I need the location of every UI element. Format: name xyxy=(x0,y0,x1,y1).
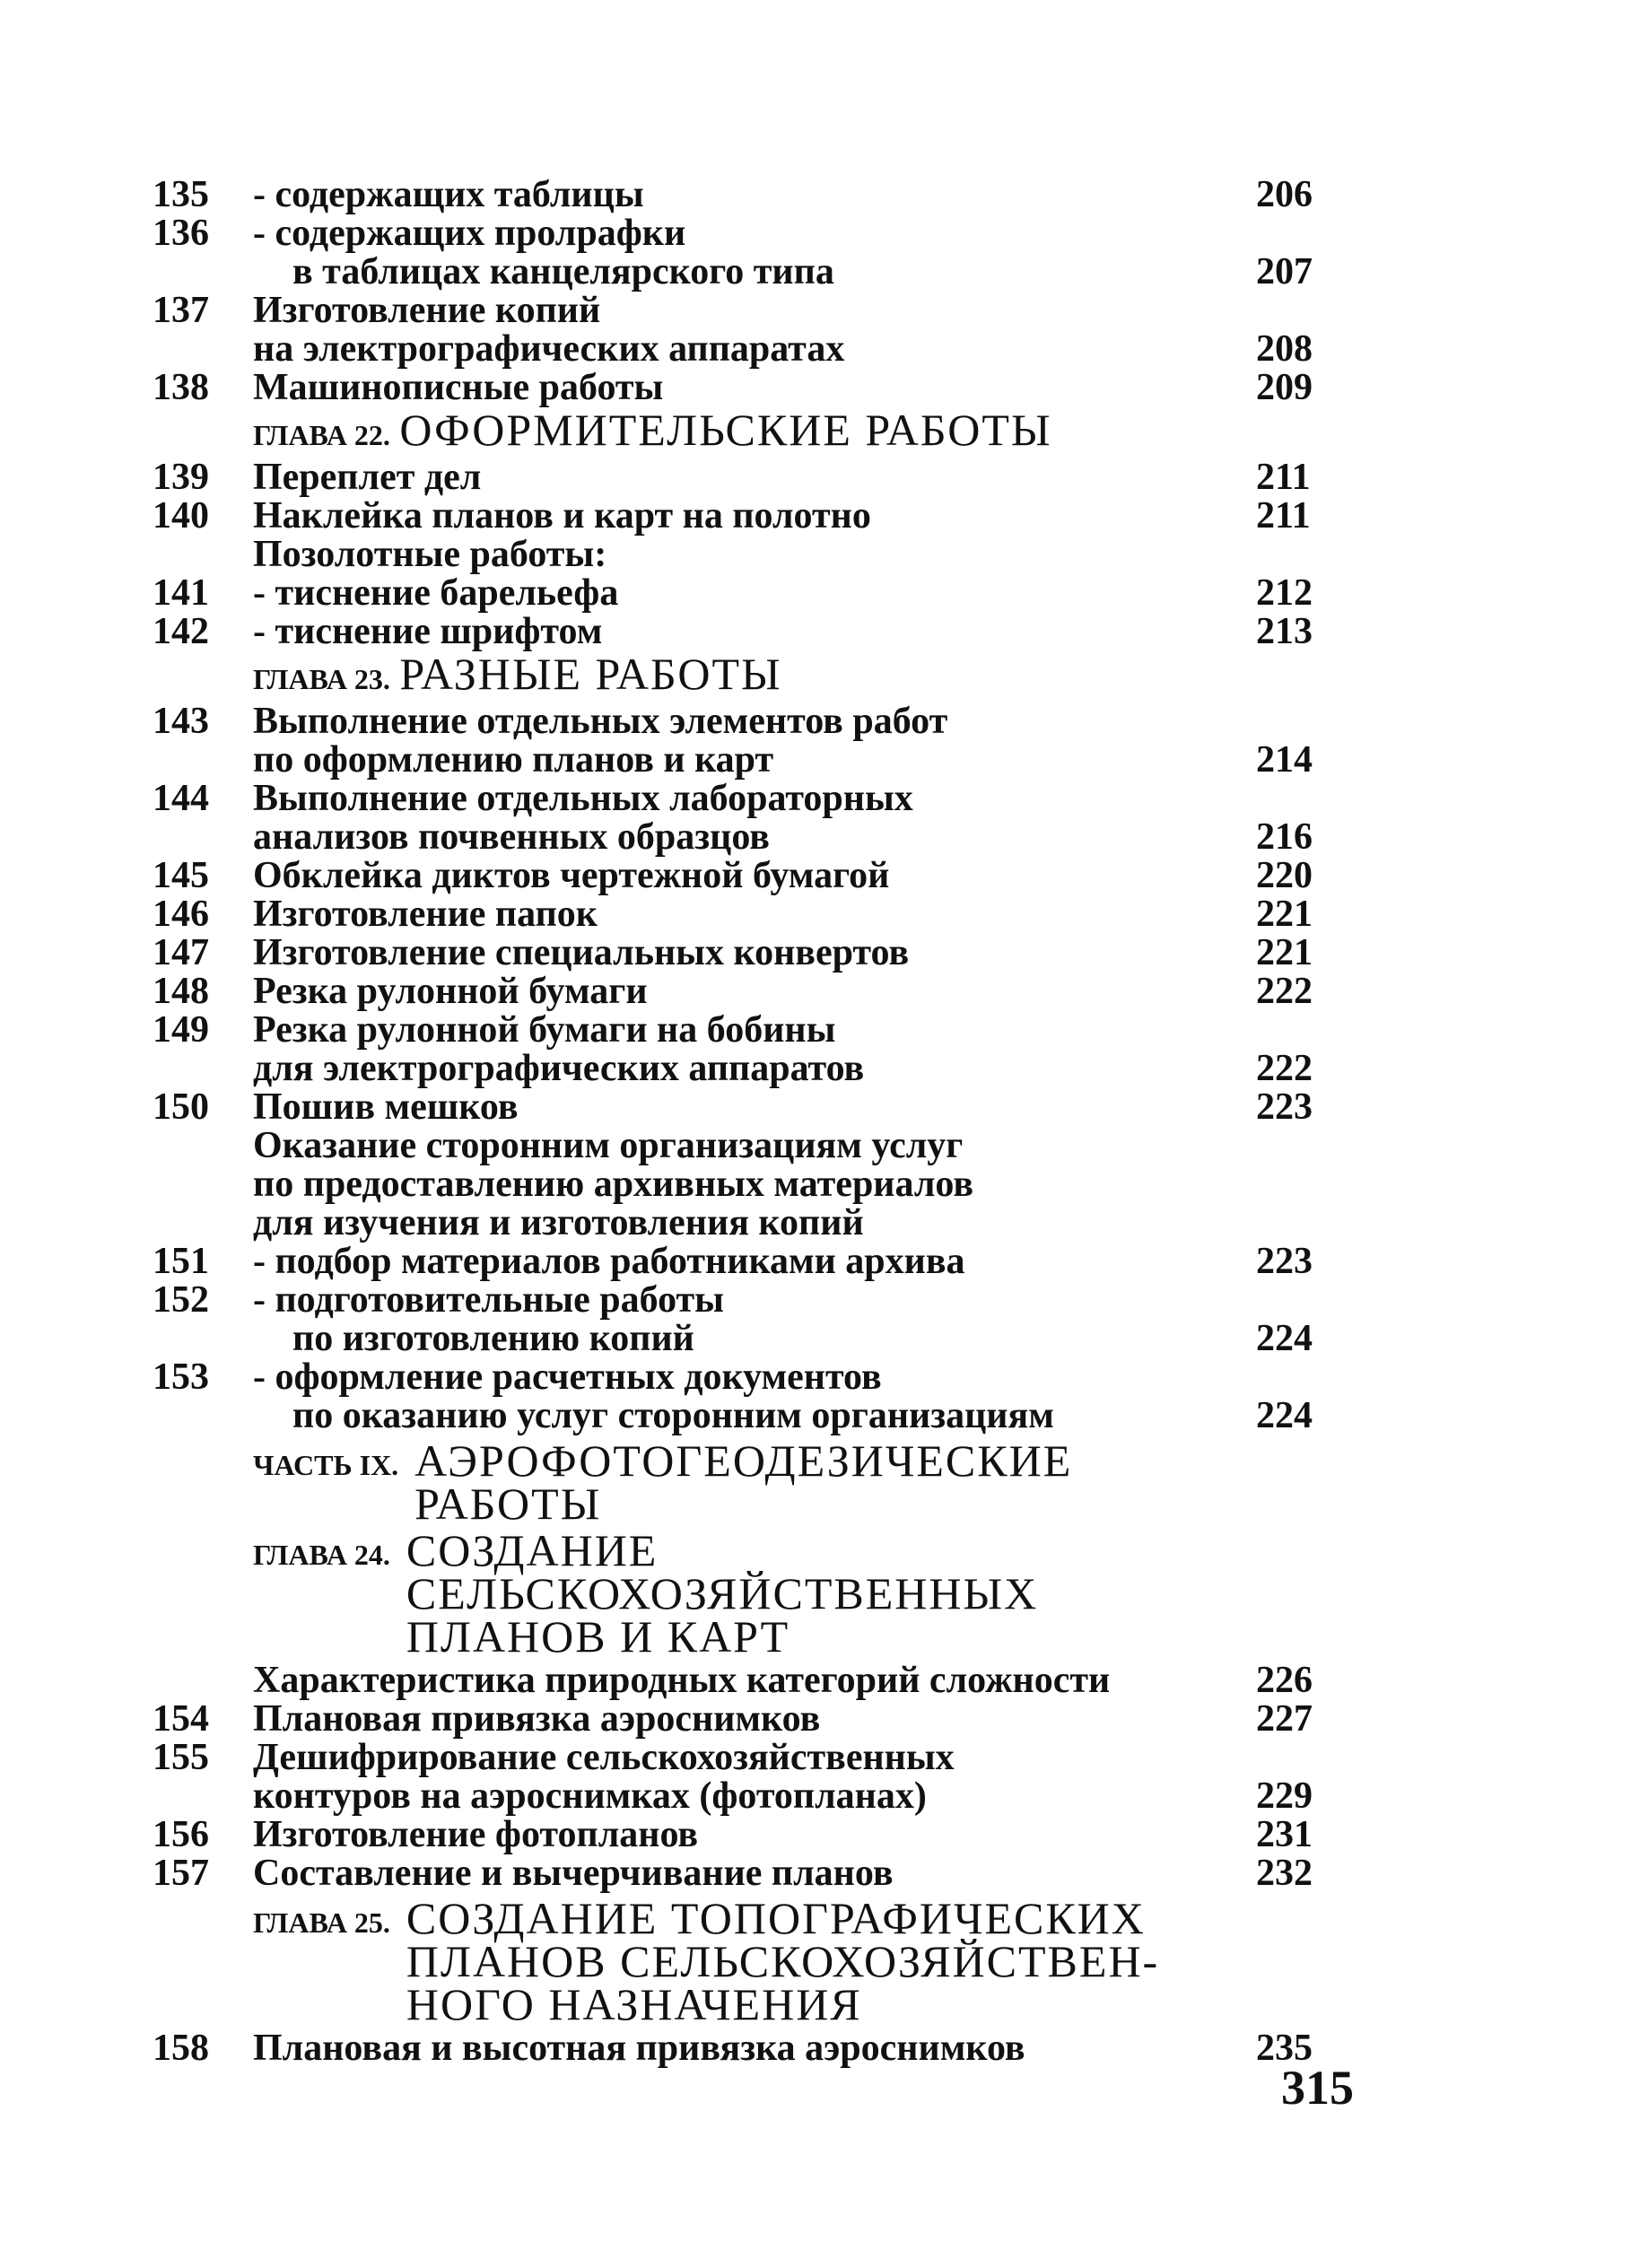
entry-title-line: Изготовление фотопланов xyxy=(253,1814,699,1855)
entry-page: 211 xyxy=(1256,457,1311,498)
entry-page: 223 xyxy=(1256,1086,1313,1128)
entry-title-line: - тиснение шрифтом xyxy=(253,611,603,652)
entry-title-line: Оказание сторонним организациям услуг xyxy=(253,1125,964,1166)
heading-title-line: СОЗДАНИЕ ТОПОГРАФИЧЕСКИХ xyxy=(406,1893,1146,1943)
entry-title-line: контуров на аэроснимках (фотопланах) xyxy=(253,1775,927,1817)
entry-title-line: Изготовление специальных конвертов xyxy=(253,932,910,973)
toc-entry xyxy=(153,857,1355,895)
entry-page: 235 xyxy=(1256,2028,1313,2069)
toc-entry xyxy=(153,292,1355,369)
table-of-contents xyxy=(153,176,1355,2068)
chapter-title: РАЗНЫЕ РАБОТЫ xyxy=(399,649,782,699)
entry-title xyxy=(253,1243,1258,1281)
entry-title xyxy=(253,780,1258,857)
entry-title-line: Обклейка диктов чертежной бумагой xyxy=(253,855,890,896)
entry-number: 155 xyxy=(153,1737,209,1778)
entry-number: 149 xyxy=(153,1009,209,1051)
entry-title xyxy=(253,895,1258,934)
entry-title-line: Выполнение отдельных лабораторных xyxy=(253,778,913,819)
entry-number: 144 xyxy=(153,778,209,819)
entry-page: 224 xyxy=(1256,1318,1313,1359)
entry-title-line: Резка рулонной бумаги xyxy=(253,971,648,1012)
entry-number: 147 xyxy=(153,932,209,973)
entry-page: 220 xyxy=(1256,855,1313,896)
entry-title-line: Дешифрирование сельскохозяйственных xyxy=(253,1737,955,1778)
heading-title-line: АЭРОФОТОГЕОДЕЗИЧЕСКИЕ xyxy=(414,1435,1073,1486)
toc-entry xyxy=(153,497,1355,536)
entry-title-line: Наклейка планов и карт на полотно xyxy=(253,495,871,536)
entry-number: 158 xyxy=(153,2028,209,2069)
entry-title-line: Переплет дел xyxy=(253,457,482,498)
entry-number: 139 xyxy=(153,457,209,498)
entry-number: 150 xyxy=(153,1086,209,1128)
toc-entry xyxy=(153,613,1355,651)
entry-title xyxy=(253,702,1258,780)
entry-number: 154 xyxy=(153,1698,209,1740)
heading-title-line: ПЛАНОВ СЕЛЬСКОХОЗЯЙСТВЕН- xyxy=(406,1936,1160,1986)
heading-title-line: НОГО НАЗНАЧЕНИЯ xyxy=(406,1979,862,2029)
entry-page: 212 xyxy=(1256,572,1313,614)
entry-number: 136 xyxy=(153,213,209,254)
entry-title-line: Плановая привязка аэроснимков xyxy=(253,1698,821,1740)
entry-number: 146 xyxy=(153,894,209,935)
entry-page: 226 xyxy=(1256,1660,1313,1701)
entry-page: 213 xyxy=(1256,611,1313,652)
entry-title-line: - тиснение барельефа xyxy=(253,572,619,614)
entry-page: 222 xyxy=(1256,971,1313,1012)
toc-entry xyxy=(153,702,1355,780)
heading-title xyxy=(406,1893,1355,2029)
entry-page: 221 xyxy=(1256,894,1313,935)
entry-title-line: Плановая и высотная привязка аэроснимков xyxy=(253,2028,1025,2069)
entry-number: 137 xyxy=(153,290,209,331)
entry-title-line: для изучения и изготовления копий xyxy=(253,1202,864,1243)
chapter-title: ОФОРМИТЕЛЬСКИЕ РАБОТЫ xyxy=(399,405,1052,455)
toc-entry xyxy=(153,1854,1355,1893)
heading-title-line: ПЛАНОВ И КАРТ xyxy=(406,1611,790,1662)
entry-title xyxy=(253,1854,1258,1893)
entry-title xyxy=(253,1358,1258,1435)
heading-title xyxy=(406,1525,1355,1662)
entry-title xyxy=(253,458,1258,497)
entry-page: 211 xyxy=(1256,495,1311,536)
entry-page: 227 xyxy=(1256,1698,1313,1740)
heading-title xyxy=(414,1435,1355,1529)
toc-entry xyxy=(153,536,1355,574)
heading-prefix: ГЛАВА 24. xyxy=(253,1539,390,1571)
entry-title xyxy=(253,1088,1258,1127)
entry-title xyxy=(253,1816,1258,1854)
entry-title-line: Пошив мешков xyxy=(253,1086,519,1128)
entry-title-line: Резка рулонной бумаги на бобины xyxy=(253,1009,836,1051)
entry-title-line: - подготовительные работы xyxy=(253,1279,724,1321)
toc-entry xyxy=(153,1358,1355,1435)
heading-prefix: ЧАСТЬ IX. xyxy=(253,1449,399,1481)
chapter-prefix: ГЛАВА 23. xyxy=(253,663,390,695)
toc-entry xyxy=(153,214,1355,292)
entry-title xyxy=(253,1011,1258,1088)
entry-number: 145 xyxy=(153,855,209,896)
chapter-heading xyxy=(253,405,1355,455)
entry-page: 206 xyxy=(1256,174,1313,215)
entry-page: 231 xyxy=(1256,1814,1313,1855)
entry-title xyxy=(253,2029,1258,2068)
entry-number: 152 xyxy=(153,1279,209,1321)
toc-entry xyxy=(153,1011,1355,1088)
entry-title-line: по изготовлению копий xyxy=(292,1318,694,1359)
entry-page: 208 xyxy=(1256,328,1313,370)
entry-title xyxy=(253,176,1258,214)
entry-title-line: Выполнение отдельных элементов работ xyxy=(253,701,948,742)
page-number: 315 xyxy=(1281,2061,1354,2115)
entry-number: 151 xyxy=(153,1241,209,1282)
entry-number: 143 xyxy=(153,701,209,742)
entry-number: 135 xyxy=(153,174,209,215)
entry-title-line: для электрографических аппаратов xyxy=(253,1048,865,1089)
entry-page: 221 xyxy=(1256,932,1313,973)
heading-prefix: ГЛАВА 25. xyxy=(253,1906,390,1939)
toc-entry xyxy=(153,1088,1355,1127)
entry-title-line: Изготовление копий xyxy=(253,290,601,331)
entry-title-line: Машинописные работы xyxy=(253,367,664,408)
entry-title-line: по оказанию услуг сторонним организациям xyxy=(292,1395,1054,1436)
heading-title-line: СОЗДАНИЕ xyxy=(406,1525,659,1575)
entry-page: 222 xyxy=(1256,1048,1313,1089)
part-heading xyxy=(253,1525,1355,1662)
entry-title xyxy=(253,497,1258,536)
entry-title-line: Изготовление папок xyxy=(253,894,598,935)
toc-entry xyxy=(153,1243,1355,1281)
entry-page: 229 xyxy=(1256,1775,1313,1817)
chapter-heading xyxy=(253,649,1355,699)
heading-title-line: СЕЛЬСКОХОЗЯЙСТВЕННЫХ xyxy=(406,1568,1039,1618)
entry-title-line: - содержащих таблицы xyxy=(253,174,644,215)
chapter-prefix: ГЛАВА 22. xyxy=(253,419,390,451)
entry-page: 224 xyxy=(1256,1395,1313,1436)
entry-number: 142 xyxy=(153,611,209,652)
entry-page: 214 xyxy=(1256,739,1313,781)
entry-page: 223 xyxy=(1256,1241,1313,1282)
entry-title-line: - подбор материалов работниками архива xyxy=(253,1241,965,1282)
entry-number: 153 xyxy=(153,1356,209,1398)
entry-title xyxy=(253,292,1258,369)
entry-number: 138 xyxy=(153,367,209,408)
entry-title-line: - содержащих пролрафки xyxy=(253,213,686,254)
entry-title xyxy=(253,574,1258,613)
entry-title xyxy=(253,1700,1258,1739)
entry-page: 207 xyxy=(1256,251,1313,292)
entry-title xyxy=(253,857,1258,895)
entry-number: 157 xyxy=(153,1853,209,1894)
entry-title xyxy=(253,973,1258,1011)
entry-title xyxy=(253,1662,1258,1700)
toc-entry xyxy=(153,1739,1355,1816)
toc-entry xyxy=(153,1662,1355,1700)
toc-entry xyxy=(153,369,1355,407)
entry-page: 232 xyxy=(1256,1853,1313,1894)
entry-title-line: Составление и вычерчивание планов xyxy=(253,1853,894,1894)
toc-entry xyxy=(153,1700,1355,1739)
heading-title-line: РАБОТЫ xyxy=(414,1479,602,1529)
entry-page: 216 xyxy=(1256,816,1313,858)
toc-entry xyxy=(153,458,1355,497)
toc-entry xyxy=(153,934,1355,973)
entry-title xyxy=(253,536,1258,574)
part-heading xyxy=(253,1435,1355,1529)
entry-number: 156 xyxy=(153,1814,209,1855)
part-heading xyxy=(253,1893,1355,2029)
toc-entry xyxy=(153,895,1355,934)
entry-title xyxy=(253,1127,1258,1243)
entry-title xyxy=(253,1281,1258,1358)
entry-title xyxy=(253,934,1258,973)
entry-title-line: - оформление расчетных документов xyxy=(253,1356,882,1398)
entry-title xyxy=(253,214,1258,292)
toc-entry xyxy=(153,2029,1355,2068)
toc-entry xyxy=(153,1816,1355,1854)
entry-page: 209 xyxy=(1256,367,1313,408)
toc-entry xyxy=(153,973,1355,1011)
entry-title-line: по предоставлению архивных материалов xyxy=(253,1164,974,1205)
toc-entry xyxy=(153,780,1355,857)
entry-title-line: Характеристика природных категорий сложности xyxy=(253,1660,1111,1701)
entry-title-line: на электрографических аппаратах xyxy=(253,328,845,370)
entry-title-line: анализов почвенных образцов xyxy=(253,816,770,858)
entry-title xyxy=(253,369,1258,407)
toc-entry xyxy=(153,1127,1355,1243)
entry-number: 141 xyxy=(153,572,209,614)
entry-title xyxy=(253,1739,1258,1816)
entry-number: 140 xyxy=(153,495,209,536)
entry-title-line: Позолотные работы: xyxy=(253,534,607,575)
entry-number: 148 xyxy=(153,971,209,1012)
toc-entry xyxy=(153,1281,1355,1358)
toc-entry xyxy=(153,176,1355,214)
toc-entry xyxy=(153,574,1355,613)
entry-title xyxy=(253,613,1258,651)
entry-title-line: по оформлению планов и карт xyxy=(253,739,774,781)
entry-title-line: в таблицах канцелярского типа xyxy=(292,251,834,292)
